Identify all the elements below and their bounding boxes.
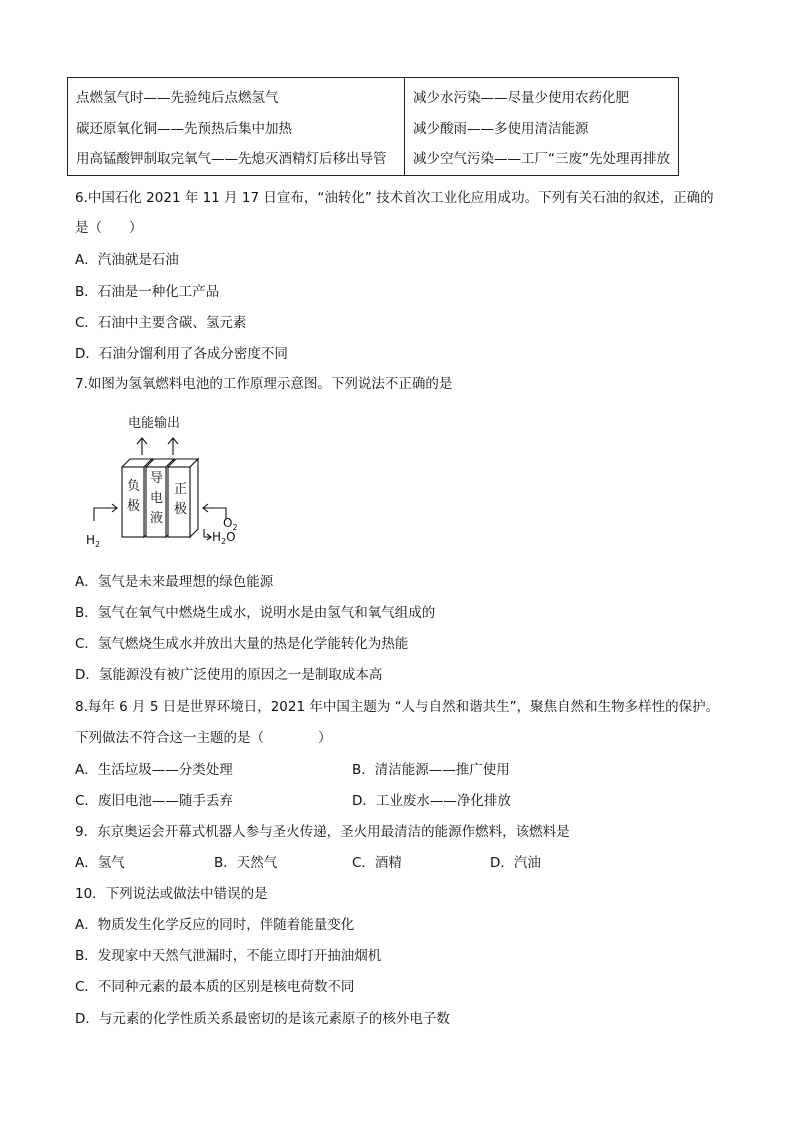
o2-label: $O_2$ [223,516,238,532]
q8-option-c: C．废旧电池——随手丢弃 [75,793,233,809]
q6-option-a: A．汽油就是石油 [75,252,179,268]
q6-option-b: B．石油是一种化工产品 [75,284,220,300]
q7-stem: 7.如图为氢氧燃料电池的工作原理示意图。下列说法不正确的是 [75,376,453,392]
positive-electrode-label-2: 极 [174,502,188,517]
electrolyte-label-3: 液 [150,511,164,526]
table-right-column [405,78,678,175]
q6-stem: 6.中国石化 2021 年 11 月 17 日宣布，“油转化” 技术首次工业化应用成功。下列有关石油的叙述，正确的 [75,190,714,206]
water-outlet-arrow [204,529,211,540]
q10-option-c: C．不同种元素的最本质的区别是核电荷数不同 [75,979,355,995]
q8-stem: 8.每年 6 月 5 日是世界环境日，2021 年中国主题为 “人与自然和谐共生”，聚焦自然和生物多样性的保护。 [75,699,720,715]
q8-option-d: D．工业废水——净化排放 [352,793,511,809]
table-cell: 用高锰酸钾制取完氧气——先熄灭酒精灯后移出导管 [76,151,387,167]
electrolyte-label-1: 导 [150,471,164,486]
q9-option-a: A．氢气 [75,855,125,871]
summary-table [67,77,679,176]
q8-option-b: B．清洁能源——推广使用 [352,762,510,778]
table-left-column [68,78,405,175]
table-cell: 减少水污染——尽量少使用农药化肥 [413,90,629,106]
q9-option-b: B．天然气 [214,855,278,871]
table-cell: 碳还原氧化铜——先预热后集中加热 [76,120,292,137]
table-cell: 减少空气污染——工厂“三废”先处理再排放 [413,151,670,167]
q6-option-d: D．石油分馏利用了各成分密度不同 [75,346,288,362]
q9-option-c: C．酒精 [352,855,402,871]
h2-inlet-arrow [94,504,117,521]
fuel-cell-diagram [86,410,256,550]
positive-electrode-label-1: 正 [174,482,188,497]
negative-electrode-label-1: 负 [127,479,141,494]
q10-option-a: A．物质发生化学反应的同时，伴随着能量变化 [75,917,355,933]
h2-label: $H_2$ [86,533,101,549]
q8-stem-continued: 下列做法不符合这一主题的是（ ） [75,730,332,746]
q8-option-a: A．生活垃圾——分类处理 [75,762,233,778]
q7-option-c: C．氢气燃烧生成水并放出大量的热是化学能转化为热能 [75,636,409,652]
table-cell: 点燃氢气时——先验纯后点燃氢气 [76,90,279,106]
q6-stem-continued: 是（ ） [75,220,143,236]
q6-option-c: C．石油中主要含碳、氢元素 [75,315,247,331]
q10-option-b: B．发现家中天然气泄漏时，不能立即打开抽油烟机 [75,948,382,964]
q7-option-a: A．氢气是未来最理想的绿色能源 [75,574,274,590]
q10-stem: 10．下列说法或做法中错误的是 [75,886,268,902]
q9-stem: 9．东京奥运会开幕式机器人参与圣火传递，圣火用最清洁的能源作燃料，该燃料是 [75,824,570,840]
q9-option-d: D．汽油 [490,855,541,871]
table-cell: 减少酸雨——多使用清洁能源 [413,120,589,137]
water-label: $H_2O$ [212,530,236,546]
electricity-output-label: 电能输出 [128,416,181,431]
q7-option-d: D．氢能源没有被广泛使用的原因之一是制取成本高 [75,667,383,683]
electrolyte-label-2: 电 [150,491,164,506]
negative-electrode-label-2: 极 [127,499,141,514]
q10-option-d: D．与元素的化学性质关系最密切的是该元素原子的核外电子数 [75,1011,450,1027]
output-arrows [137,438,178,455]
q7-option-b: B．氢气在氧气中燃烧生成水，说明水是由氢气和氧气组成的 [75,605,436,621]
